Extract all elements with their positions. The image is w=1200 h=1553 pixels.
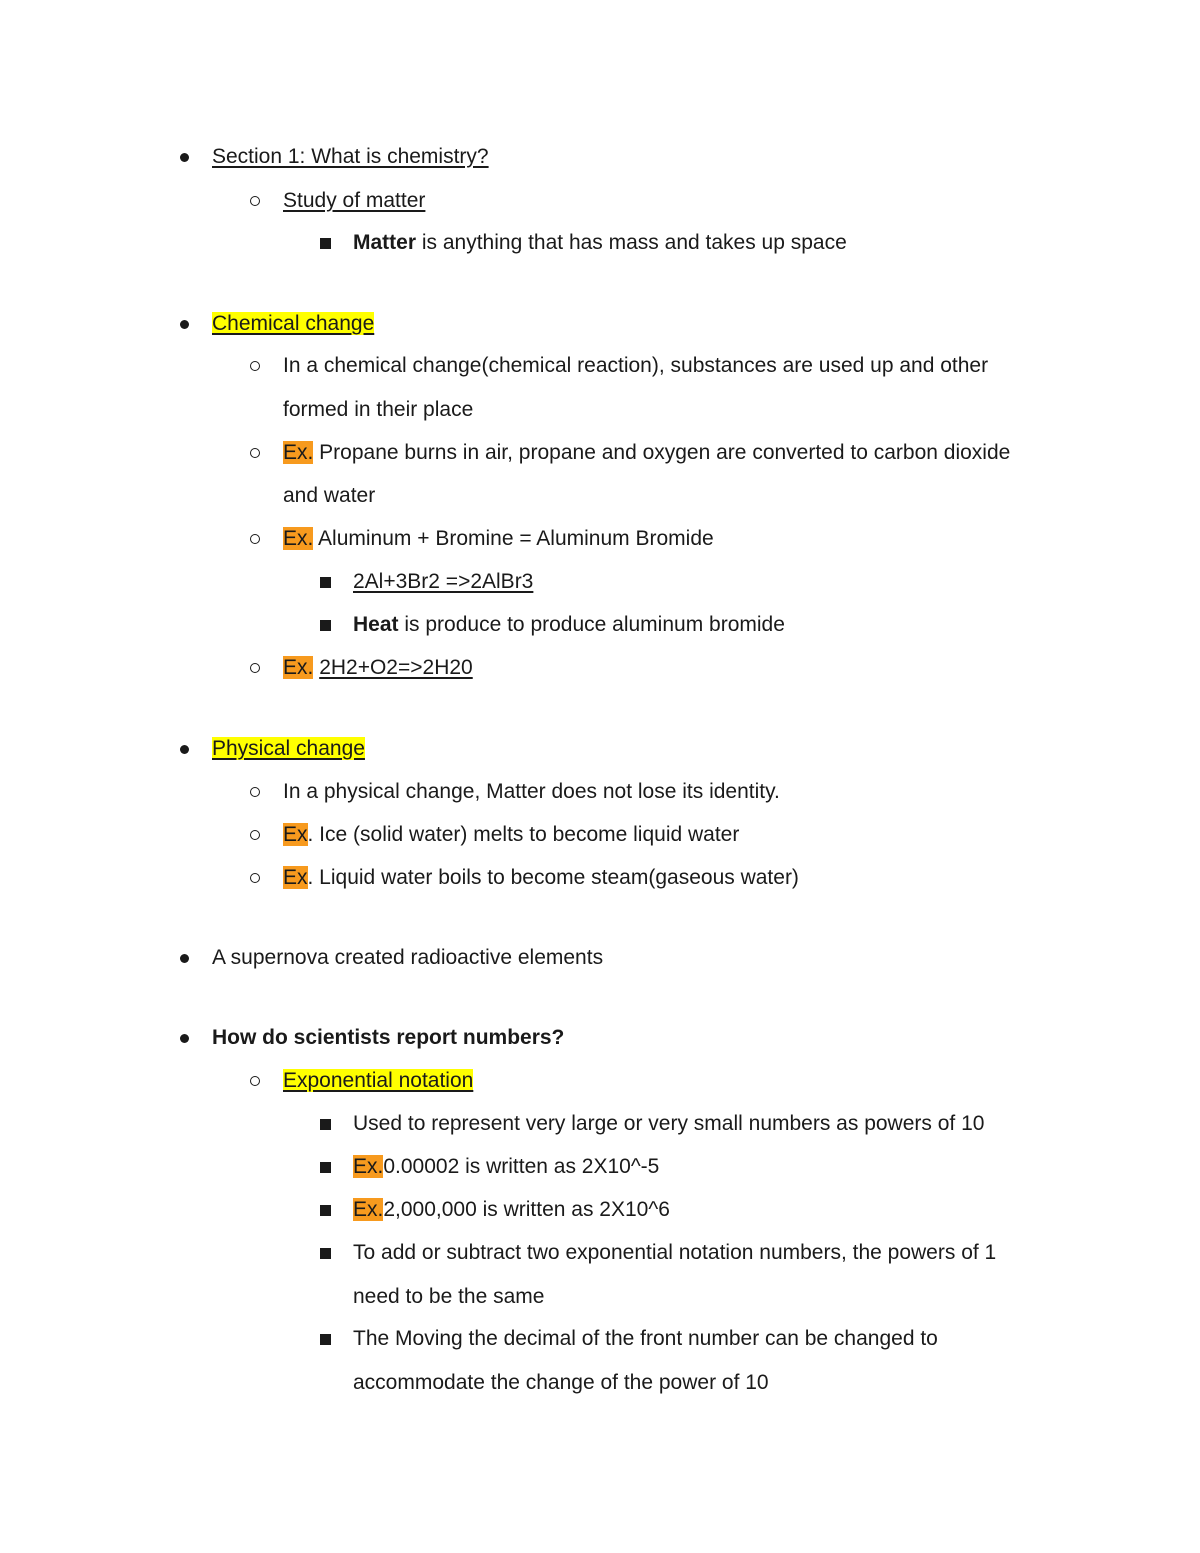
supernova-note: A supernova created radioactive elements — [212, 946, 604, 969]
chemical-change-title: Chemical change — [212, 312, 375, 335]
example-label: Ex. — [283, 527, 314, 550]
chemical-change-definition-line-2: formed in their place — [283, 398, 474, 421]
chemical-example-1-text: Propane burns in air, propane and oxygen are converted to carbon dioxide — [313, 441, 1011, 464]
heat-term: Heat — [353, 613, 399, 636]
physical-example-2 — [283, 865, 799, 891]
bullet-square — [315, 230, 335, 256]
add-subtract-rule-line-1: To add or subtract two exponential notation numbers, the powers of 1 — [353, 1241, 997, 1264]
chemical-example-1-line-2: and water — [283, 484, 376, 507]
bullet-circle — [245, 1068, 265, 1094]
bullet-square — [315, 612, 335, 638]
example-label: Ex. — [353, 1155, 384, 1178]
numbers-heading: How do scientists report numbers? — [212, 1026, 565, 1049]
chemical-example-1-line-1 — [283, 440, 1010, 466]
exponential-definition: Used to represent very large or very small numbers as powers of 10 — [353, 1112, 985, 1135]
example-label: Ex. — [353, 1198, 384, 1221]
bullet-square — [315, 1197, 335, 1223]
example-label: Ex — [283, 823, 308, 846]
bullet-square — [315, 1154, 335, 1180]
aluminum-bromide-equation: 2Al+3Br2 =>2AlBr3 — [353, 570, 534, 593]
bullet-dot — [174, 144, 194, 170]
chemical-example-2 — [283, 526, 714, 552]
bullet-square — [315, 569, 335, 595]
physical-change-title: Physical change — [212, 737, 365, 760]
decimal-rule-line-1: The Moving the decimal of the front number can be changed to — [353, 1327, 938, 1350]
matter-definition — [353, 230, 847, 256]
physical-change-definition: In a physical change, Matter does not lose its identity. — [283, 780, 780, 803]
matter-definition-text: is anything that has mass and takes up space — [416, 231, 847, 254]
bullet-circle — [245, 779, 265, 805]
add-subtract-rule-line-2: need to be the same — [353, 1285, 545, 1308]
chemical-example-2-text: Aluminum + Bromine = Aluminum Bromide — [313, 527, 714, 550]
exponential-example-2 — [353, 1197, 670, 1223]
example-label: Ex — [283, 866, 308, 889]
bullet-circle — [245, 526, 265, 552]
bullet-circle — [245, 655, 265, 681]
bullet-circle — [245, 440, 265, 466]
bullet-circle — [245, 865, 265, 891]
bullet-square — [315, 1240, 335, 1266]
bullet-circle — [245, 353, 265, 379]
exponential-example-1 — [353, 1154, 659, 1180]
exponential-example-1-text: 0.00002 is written as 2X10^-5 — [383, 1155, 660, 1178]
chemical-example-3 — [283, 655, 473, 681]
example-label: Ex. — [283, 656, 314, 679]
bullet-dot — [174, 736, 194, 762]
example-label: Ex. — [283, 441, 314, 464]
section-1-heading: Section 1: What is chemistry? — [212, 145, 489, 168]
bullet-circle — [245, 188, 265, 214]
heat-note — [353, 612, 785, 638]
bullet-dot — [174, 311, 194, 337]
matter-term: Matter — [353, 231, 417, 254]
chemical-change-definition-line-1: In a chemical change(chemical reaction), substances are used up and other — [283, 354, 989, 377]
water-equation: 2H2+O2=>2H20 — [319, 656, 473, 679]
bullet-dot — [174, 945, 194, 971]
bullet-dot — [174, 1025, 194, 1051]
heat-note-text: is produce to produce aluminum bromide — [398, 613, 785, 636]
study-of-matter: Study of matter — [283, 189, 426, 212]
exponential-notation-title: Exponential notation — [283, 1069, 474, 1092]
decimal-rule-line-2: accommodate the change of the power of 10 — [353, 1371, 769, 1394]
exponential-notation-heading — [283, 1068, 473, 1094]
physical-example-2-text: . Liquid water boils to become steam(gaseous water) — [307, 866, 799, 889]
physical-example-1-text: . Ice (solid water) melts to become liquid water — [307, 823, 740, 846]
exponential-example-2-text: 2,000,000 is written as 2X10^6 — [383, 1198, 670, 1221]
bullet-circle — [245, 822, 265, 848]
bullet-square — [315, 1111, 335, 1137]
bullet-square — [315, 1326, 335, 1352]
chemical-change-heading — [212, 311, 374, 337]
physical-change-heading — [212, 736, 365, 762]
physical-example-1 — [283, 822, 739, 848]
